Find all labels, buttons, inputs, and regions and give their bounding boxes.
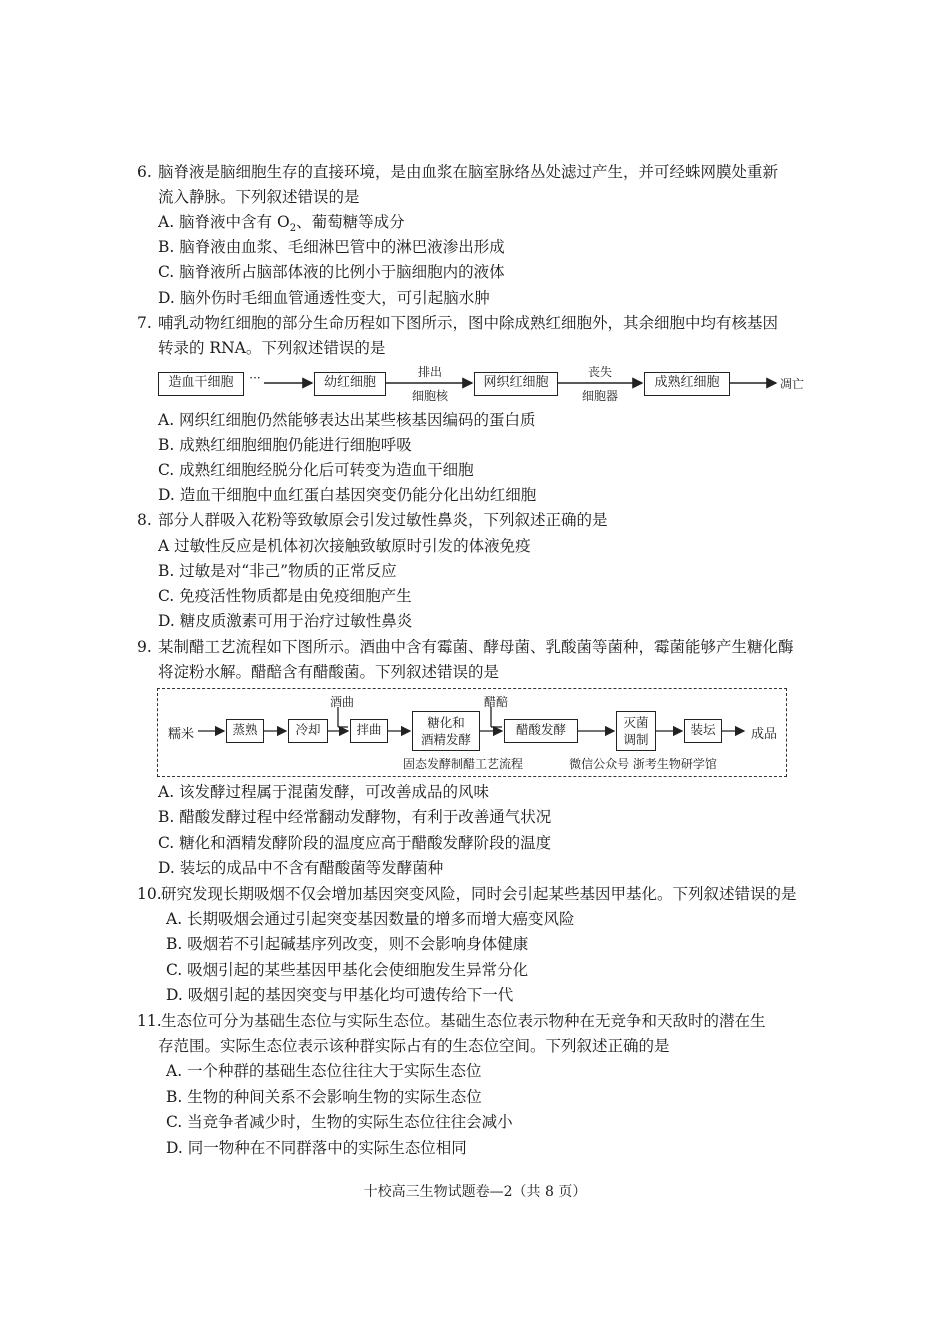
watermark-text: 微信公众号 浙考生物研学馆 [569, 757, 717, 771]
question-9-stem-cont: 将淀粉水解。醋醅含有醋酸菌。下列叙述错误的是 [158, 663, 500, 681]
question-6-option-c: C. 脑脊液所占脑部体液的比例小于脑细胞内的液体 [158, 263, 505, 281]
question-11-option-d: D. 同一物种在不同群落中的实际生态位相同 [166, 1139, 467, 1157]
question-7-option-a: A. 网织红细胞仍然能够表达出某些核基因编码的蛋白质 [158, 411, 536, 429]
start-label-rice: 糯米 [167, 727, 194, 742]
question-9-option-a: A. 该发酵过程属于混菌发酵，可改善成品的风味 [158, 783, 490, 801]
question-9-option-d: D. 装坛的成品中不含有醋酸菌等发酵菌种 [158, 859, 444, 877]
question-8-option-d: D. 糖皮质激素可用于治疗过敏性鼻炎 [158, 612, 413, 630]
node-hematopoietic-stem-cell: 造血干细胞 [158, 372, 244, 396]
question-10-option-d: D. 吸烟引起的基因突变与甲基化均可遗传给下一代 [166, 986, 514, 1004]
question-7-option-b: B. 成熟红细胞细胞仍能进行细胞呼吸 [158, 436, 412, 454]
question-10-stem: 10.研究发现长期吸烟不仅会增加基因突变风险，同时会引起某些基因甲基化。下列叙述错误的是 [137, 885, 797, 903]
question-6-option-d: D. 脑外伤时毛细血管通透性变大，可引起脑水肿 [158, 289, 490, 307]
edge-label-nucleus: 细胞核 [411, 389, 448, 403]
question-8-option-a: A 过敏性反应是机体初次接触致敏原时引发的体液免疫 [158, 537, 531, 555]
step-acetic-fermentation: 醋酸发酵 [504, 719, 578, 743]
question-11-option-b: B. 生物的种间关系不会影响生物的实际生态位 [166, 1088, 482, 1106]
step-jar: 装坛 [684, 719, 722, 743]
diagram-caption: 固态发酵制醋工艺流程 [402, 757, 523, 771]
question-8-stem: 8. 部分人群吸入花粉等致敏原会引发过敏性鼻炎，下列叙述正确的是 [137, 511, 608, 529]
question-11-option-c: C. 当竞争者减少时，生物的实际生态位往往会减小 [166, 1113, 513, 1131]
node-reticulocyte: 网织红细胞 [474, 372, 558, 396]
question-6-stem-cont: 流入静脉。下列叙述错误的是 [158, 188, 360, 206]
vinegar-process-diagram [157, 688, 787, 777]
question-6-option-a: A. 脑脊液中含有 $O_2$、葡萄糖等成分 [158, 213, 405, 235]
question-10-option-a: A. 长期吸烟会通过引起突变基因数量的增多而增大癌变风险 [166, 910, 575, 928]
step-sterilize-blend: 灭菌 调制 [616, 711, 656, 751]
erythrocyte-lifecycle-diagram [150, 360, 830, 406]
question-7-option-c: C. 成熟红细胞经脱分化后可转变为造血干细胞 [158, 461, 474, 479]
question-11-option-a: A. 一个种群的基础生态位往往大于实际生态位 [166, 1062, 482, 1080]
ellipsis-dots: ··· [249, 371, 261, 385]
question-8-option-c: C. 免疫活性物质都是由免疫细胞产生 [158, 587, 412, 605]
end-label-apoptosis: 凋亡 [780, 377, 805, 391]
question-11-stem: 11.生态位可分为基础生态位与实际生态位。基础生态位表示物种在无竞争和天敌时的潜在生 [137, 1012, 766, 1030]
edge-label-expel: 排出 [417, 365, 442, 379]
question-7-stem-cont: 转录的 RNA。下列叙述错误的是 [158, 339, 386, 357]
step-cool: 冷却 [288, 719, 328, 743]
step-mix-starter: 拌曲 [350, 719, 388, 743]
question-9-option-b: B. 醋酸发酵过程中经常翻动发酵物，有利于改善通气状况 [158, 808, 552, 826]
edge-label-lose: 丧失 [587, 365, 612, 379]
end-label-product: 成品 [750, 727, 777, 742]
input-label-cupei: 醋醅 [483, 695, 508, 709]
question-11-stem-cont: 存范围。实际生态位表示该种群实际占有的生态位空间。下列叙述正确的是 [158, 1037, 670, 1055]
question-7-stem: 7. 哺乳动物红细胞的部分生命历程如下图所示，图中除成熟红细胞外，其余细胞中均有核基因 [137, 314, 779, 332]
question-7-option-d: D. 造血干细胞中血红蛋白基因突变仍能分化出幼红细胞 [158, 486, 537, 504]
edge-label-organelles: 细胞器 [581, 389, 618, 403]
question-6-option-b: B. 脑脊液由血浆、毛细淋巴管中的淋巴液渗出形成 [158, 238, 505, 256]
page-footer: 十校高三生物试题卷—2（共 8 页） [363, 1184, 587, 1200]
question-10-option-c: C. 吸烟引起的某些基因甲基化会使细胞发生异常分化 [166, 961, 529, 979]
input-label-jiuqu: 酒曲 [329, 695, 354, 709]
question-10-option-b: B. 吸烟若不引起碱基序列改变，则不会影响身体健康 [166, 935, 529, 953]
question-6-stem: 6. 脑脊液是脑细胞生存的直接环境，是由血浆在脑室脉络丛处滤过产生，并可经蛛网膜处重新 [137, 163, 779, 181]
question-9-option-c: C. 糖化和酒精发酵阶段的温度应高于醋酸发酵阶段的温度 [158, 834, 552, 852]
step-saccharification-fermentation: 糖化和 酒精发酵 [412, 711, 480, 751]
question-8-option-b: B. 过敏是对“非己”物质的正常反应 [158, 562, 397, 580]
step-steam: 蒸熟 [226, 719, 264, 743]
node-erythroblast: 幼红细胞 [314, 372, 386, 396]
question-9-stem: 9. 某制醋工艺流程如下图所示。酒曲中含有霉菌、酵母菌、乳酸菌等菌种，霉菌能够产生糖化酶 [137, 638, 794, 656]
node-mature-erythrocyte: 成熟红细胞 [644, 372, 730, 396]
